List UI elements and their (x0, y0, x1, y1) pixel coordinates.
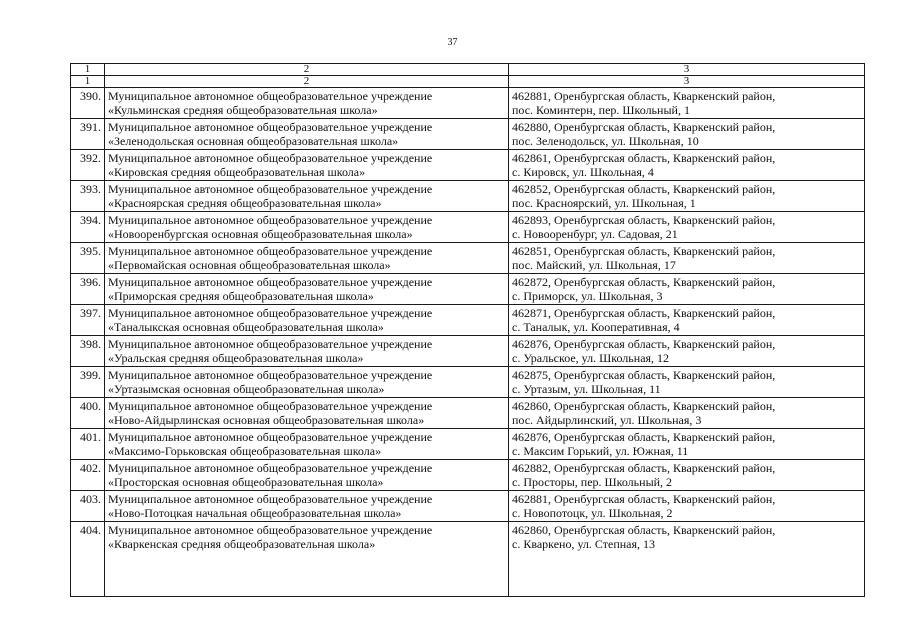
address-line: 462881, Оренбургская область, Кваркенский район, (512, 492, 776, 506)
school-name-line: «Кваркенская средняя общеобразовательная школа» (108, 537, 376, 551)
row-number: 402. (71, 460, 105, 491)
row-number: 395. (71, 243, 105, 274)
row-number: 396. (71, 274, 105, 305)
address-line: пос. Майский, ул. Школьная, 17 (512, 258, 676, 272)
table-row (71, 460, 865, 491)
address-line: пос. Красноярский, ул. Школьная, 1 (512, 196, 696, 210)
table-row (71, 88, 865, 119)
school-name-cell (105, 88, 509, 119)
address-line: 462872, Оренбургская область, Кваркенский район, (512, 275, 776, 289)
address-cell (509, 88, 865, 119)
table-body (71, 64, 865, 597)
column-number-cell: 1 (71, 76, 105, 88)
address-cell (509, 429, 865, 460)
column-number-cell: 2 (105, 76, 509, 88)
row-number: 390. (71, 88, 105, 119)
school-name-line: Муниципальное автономное общеобразовательное учреждение (108, 244, 433, 258)
school-name-cell (105, 491, 509, 522)
address-cell (509, 212, 865, 243)
column-number-row (71, 64, 865, 76)
address-line: с. Уральское, ул. Школьная, 12 (512, 351, 670, 365)
school-name-line: Муниципальное автономное общеобразовательное учреждение (108, 399, 433, 413)
table-row (71, 181, 865, 212)
address-line: 462852, Оренбургская область, Кваркенский район, (512, 182, 776, 196)
table-row (71, 429, 865, 460)
address-line: 462851, Оренбургская область, Кваркенский район, (512, 244, 776, 258)
row-number: 403. (71, 491, 105, 522)
school-name-line: «Ново-Айдырлинская основная общеобразовательная школа» (108, 413, 425, 427)
row-number: 400. (71, 398, 105, 429)
school-name-line: Муниципальное автономное общеобразовательное учреждение (108, 151, 433, 165)
address-cell (509, 522, 865, 597)
table-row (71, 305, 865, 336)
school-name-cell (105, 398, 509, 429)
school-name-cell (105, 119, 509, 150)
table-row (71, 336, 865, 367)
column-number-cell: 2 (105, 64, 509, 76)
school-name-line: Муниципальное автономное общеобразовательное учреждение (108, 306, 433, 320)
table-row (71, 491, 865, 522)
school-name-line: Муниципальное автономное общеобразовательное учреждение (108, 337, 433, 351)
address-line: с. Приморск, ул. Школьная, 3 (512, 289, 663, 303)
row-number: 397. (71, 305, 105, 336)
address-cell (509, 119, 865, 150)
address-cell (509, 398, 865, 429)
school-name-cell (105, 274, 509, 305)
row-number: 394. (71, 212, 105, 243)
school-name-line: Муниципальное автономное общеобразовательное учреждение (108, 213, 433, 227)
address-line: пос. Зеленодольск, ул. Школьная, 10 (512, 134, 699, 148)
address-line: с. Новопотоцк, ул. Школьная, 2 (512, 506, 673, 520)
table-row (71, 274, 865, 305)
school-name-cell (105, 460, 509, 491)
address-cell (509, 274, 865, 305)
address-line: 462871, Оренбургская область, Кваркенский район, (512, 306, 776, 320)
school-name-line: Муниципальное автономное общеобразовательное учреждение (108, 430, 433, 444)
school-name-line: Муниципальное автономное общеобразовательное учреждение (108, 368, 433, 382)
address-line: 462860, Оренбургская область, Кваркенский район, (512, 399, 776, 413)
row-number: 392. (71, 150, 105, 181)
address-cell (509, 150, 865, 181)
address-line: с. Новооренбург, ул. Садовая, 21 (512, 227, 678, 241)
address-line: 462881, Оренбургская область, Кваркенский район, (512, 89, 776, 103)
table-row (71, 398, 865, 429)
table-row (71, 367, 865, 398)
table-row (71, 212, 865, 243)
school-name-line: Муниципальное автономное общеобразовательное учреждение (108, 492, 433, 506)
table-row (71, 119, 865, 150)
school-name-line: Муниципальное автономное общеобразовательное учреждение (108, 523, 433, 537)
address-line: 462876, Оренбургская область, Кваркенский район, (512, 430, 776, 444)
row-number: 404. (71, 522, 105, 597)
school-name-cell (105, 150, 509, 181)
row-number: 399. (71, 367, 105, 398)
address-line: с. Кваркено, ул. Степная, 13 (512, 537, 656, 551)
column-number-cell: 1 (71, 64, 105, 76)
school-name-line: Муниципальное автономное общеобразовательное учреждение (108, 89, 433, 103)
school-name-cell (105, 181, 509, 212)
school-name-line: Муниципальное автономное общеобразовательное учреждение (108, 461, 433, 475)
school-name-cell (105, 336, 509, 367)
table-row (71, 522, 865, 597)
address-cell (509, 305, 865, 336)
row-number: 398. (71, 336, 105, 367)
address-line: 462861, Оренбургская область, Кваркенский район, (512, 151, 776, 165)
address-line: пос. Коминтерн, пер. Школьный, 1 (512, 103, 690, 117)
school-name-cell (105, 212, 509, 243)
address-line: с. Максим Горький, ул. Южная, 11 (512, 444, 689, 458)
address-cell (509, 367, 865, 398)
column-number-cell: 3 (509, 64, 865, 76)
column-number-row (71, 76, 865, 88)
address-line: с. Уртазым, ул. Школьная, 11 (512, 382, 661, 396)
school-name-line: «Уртазымская основная общеобразовательная школа» (108, 382, 385, 396)
school-name-line: «Новооренбургская основная общеобразовательная школа» (108, 227, 413, 241)
school-name-line: «Приморская средняя общеобразовательная школа» (108, 289, 374, 303)
school-name-line: «Зеленодольская основная общеобразовательная школа» (108, 134, 399, 148)
address-line: 462876, Оренбургская область, Кваркенский район, (512, 337, 776, 351)
row-number: 401. (71, 429, 105, 460)
table-row (71, 150, 865, 181)
address-line: с. Таналык, ул. Кооперативная, 4 (512, 320, 680, 334)
address-cell (509, 181, 865, 212)
school-name-line: «Кировская средняя общеобразовательная школа» (108, 165, 366, 179)
address-line: 462893, Оренбургская область, Кваркенский район, (512, 213, 776, 227)
address-line: 462875, Оренбургская область, Кваркенский район, (512, 368, 776, 382)
address-line: 462860, Оренбургская область, Кваркенский район, (512, 523, 776, 537)
school-name-line: «Таналыкская основная общеобразовательная школа» (108, 320, 384, 334)
page-number: 37 (447, 37, 458, 48)
address-line: пос. Айдырлинский, ул. Школьная, 3 (512, 413, 702, 427)
address-line: 462882, Оренбургская область, Кваркенский район, (512, 461, 776, 475)
school-name-line: «Просторская основная общеобразовательная школа» (108, 475, 384, 489)
row-number: 391. (71, 119, 105, 150)
address-cell (509, 243, 865, 274)
school-name-line: «Уральская средняя общеобразовательная школа» (108, 351, 364, 365)
column-number-cell: 3 (509, 76, 865, 88)
row-number: 393. (71, 181, 105, 212)
table-row (71, 243, 865, 274)
school-name-line: «Ново-Потоцкая начальная общеобразовательная школа» (108, 506, 402, 520)
school-name-line: Муниципальное автономное общеобразовательное учреждение (108, 120, 433, 134)
school-name-cell (105, 243, 509, 274)
address-line: с. Просторы, пер. Школьный, 2 (512, 475, 673, 489)
schools-table (70, 63, 865, 597)
school-name-cell (105, 429, 509, 460)
address-line: с. Кировск, ул. Школьная, 4 (512, 165, 654, 179)
school-name-cell (105, 522, 509, 597)
address-cell (509, 460, 865, 491)
school-name-cell (105, 305, 509, 336)
school-name-line: Муниципальное автономное общеобразовательное учреждение (108, 275, 433, 289)
school-name-line: Муниципальное автономное общеобразовательное учреждение (108, 182, 433, 196)
school-name-cell (105, 367, 509, 398)
address-cell (509, 491, 865, 522)
school-name-line: «Первомайская основная общеобразовательная школа» (108, 258, 391, 272)
school-name-line: «Кульминская средняя общеобразовательная школа» (108, 103, 378, 117)
school-name-line: «Красноярская средняя общеобразовательная школа» (108, 196, 382, 210)
school-name-line: «Максимо-Горьковская общеобразовательная школа» (108, 444, 382, 458)
address-cell (509, 336, 865, 367)
address-line: 462880, Оренбургская область, Кваркенский район, (512, 120, 776, 134)
